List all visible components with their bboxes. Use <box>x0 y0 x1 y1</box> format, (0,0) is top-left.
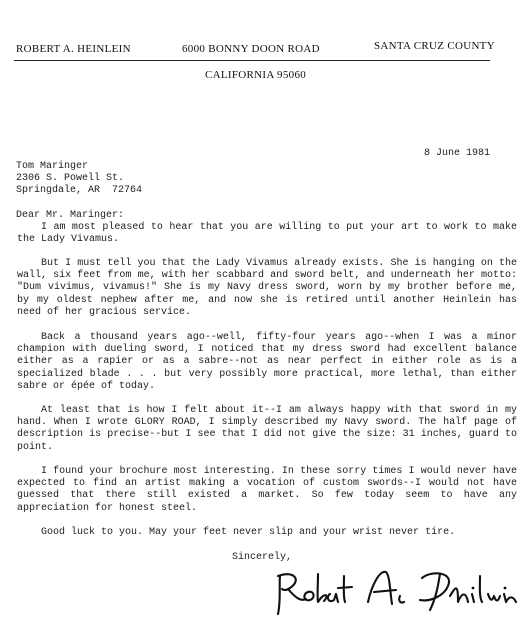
paragraph-1: I am most pleased to hear that you are willing to put your art to work to make the Lady Vivamus. <box>17 222 517 246</box>
salutation: Dear Mr. Maringer: <box>16 210 125 221</box>
letterhead-address: 6000 BONNY DOON ROAD <box>182 43 320 55</box>
recipient-name: Tom Maringer <box>16 161 89 172</box>
paragraph-2: But I must tell you that the Lady Vivamus already exists. She is hanging on the wall, six feet from me, with her scabbard and sword belt, and underneath her motto: "Dum vivimus, vivamus!" She is my Navy dress sword, worn by my brother before me, by my oldest nephew after me, and now she is retired until another Heinlein has need of her gracious service. <box>17 258 517 318</box>
letterhead-rule <box>14 60 490 61</box>
recipient-street: 2306 S. Powell St. <box>16 173 125 184</box>
letterhead-county: SANTA CRUZ COUNTY <box>374 40 495 52</box>
handwritten-signature <box>272 566 520 618</box>
closing: Sincerely, <box>232 552 293 563</box>
paragraph-6: Good luck to you. May your feet never slip and your wrist never tire. <box>41 527 456 538</box>
paragraph-3: Back a thousand years ago--well, fifty-four years ago--when I was a minor champion with dueling sword, I noticed that my dress sword had excellent balance either as a rapier or as a sabre--not as near perfect in either role as is a specialized blade . . . but very possibly more practical, more lethal, than either sabre or épée of today. <box>17 332 517 392</box>
letter-date: 8 June 1981 <box>424 148 491 159</box>
letterhead-name: ROBERT A. HEINLEIN <box>16 43 131 55</box>
letterhead-state: CALIFORNIA 95060 <box>205 69 307 81</box>
paragraph-4: At least that is how I felt about it--I am always happy with that sword in my hand. When I wrote GLORY ROAD, I simply described my Navy sword. The half page of description is precise--but I see that I did not give the size: 31 inches, guard to point. <box>17 405 517 453</box>
recipient-city: Springdale, AR 72764 <box>16 185 143 196</box>
paragraph-5: I found your brochure most interesting. In these sorry times I would never have expected to find an artist making a vocation of custom swords--I would not have guessed that there still existed a market. So few today seem to have any appreciation for honest steel. <box>17 466 517 514</box>
